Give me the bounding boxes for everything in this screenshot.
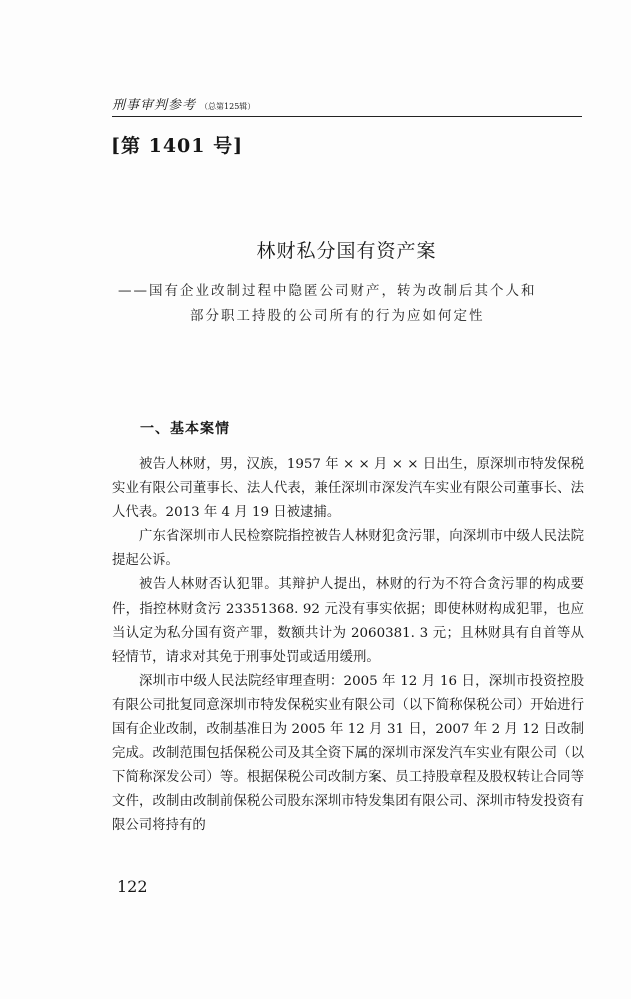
paragraph: 被告人林财否认犯罪。其辩护人提出，林财的行为不符合贪污罪的构成要件，指控林财贪污 23351368. 92 元没有事实依据；即使林财构成犯罪，也应当认定为私分国有资产罪，数额共计为 2060381. 3 元；且林财具有自首等从轻情节，请求对其免于刑事处罚或适用缓刑。 bbox=[112, 577, 584, 665]
subtitle-line-2: 部分职工持股的公司所有的行为应如何定性 bbox=[190, 308, 485, 324]
case-number: [第 1401 号] bbox=[111, 135, 244, 157]
paragraph: 广东省深圳市人民检察院指控被告人林财犯贪污罪，向深圳市中级人民法院提起公诉。 bbox=[112, 529, 584, 569]
running-header bbox=[112, 94, 582, 117]
article-title: 林财私分国有资产案 bbox=[256, 240, 437, 262]
subtitle-line-1: ——国有企业改制过程中隐匿公司财产，转为改制后其个人和 bbox=[118, 283, 537, 299]
book-title: 刑事审判参考 bbox=[112, 98, 197, 113]
paragraph: 深圳市中级人民法院经审理查明：2005 年 12 月 16 日，深圳市投资控股有限公司批复同意深圳市特发保税实业有限公司（以下简称保税公司）开始进行国有企业改制，改制基准日为 2005 年 12 月 31 日，2007 年 2 月 12 日改制完成。改制范围包括保税公司及其全资下属的深圳市深发汽车实业有限公司（以下简称深发公司）等。根据保税公司改制方案、员工持股章程及股权转让合同等文件，改制由改制前保税公司股东深圳市特发集团有限公司、深圳市特发投资有限公司将持有的 bbox=[112, 673, 584, 834]
section-heading: 一、基本案情 bbox=[140, 421, 230, 437]
page-number: 122 bbox=[117, 877, 148, 896]
volume-number: （总第125辑） bbox=[200, 102, 256, 111]
paragraph: 被告人林财，男，汉族，1957 年 × × 月 × × 日出生，原深圳市特发保税实业有限公司董事长、法人代表，兼任深圳市深发汽车实业有限公司董事长、法人代表。2013 年 4 月 19 日被逮捕。 bbox=[112, 457, 584, 521]
article-subtitle bbox=[118, 279, 588, 329]
body-text bbox=[112, 453, 584, 839]
